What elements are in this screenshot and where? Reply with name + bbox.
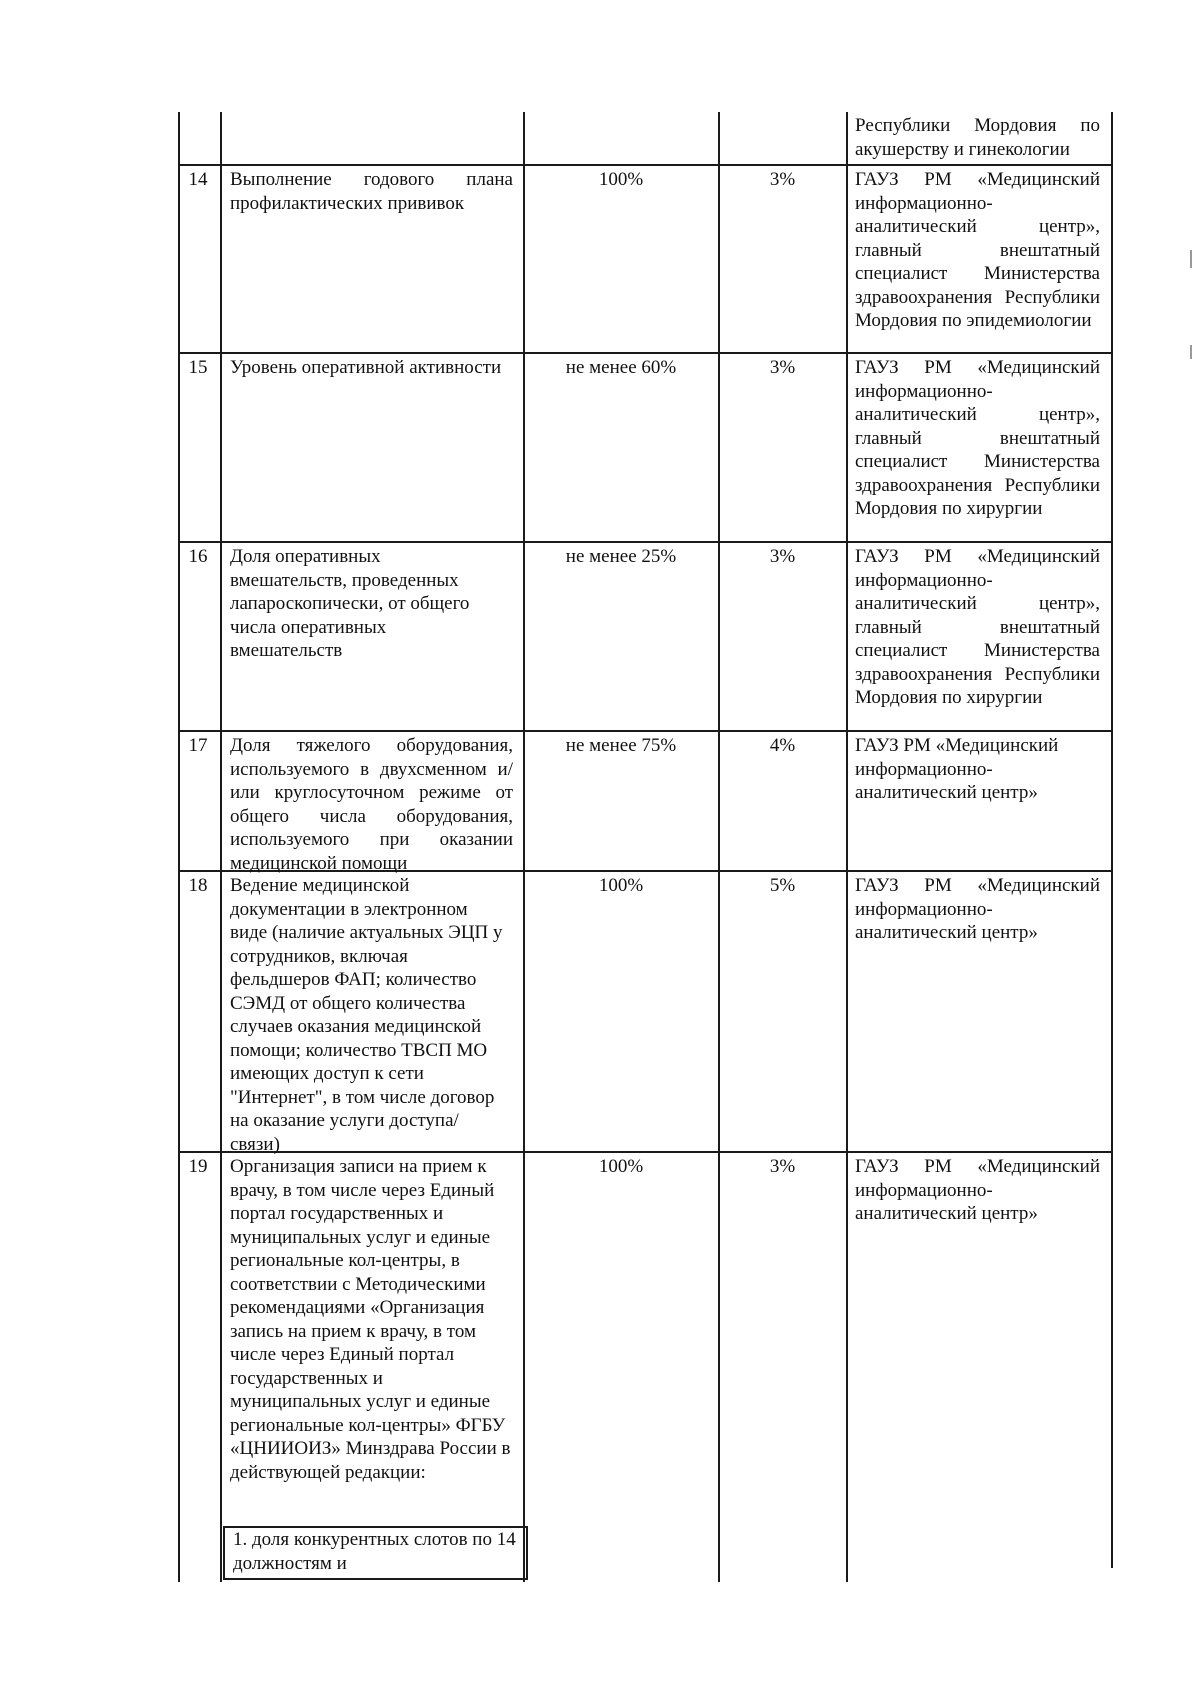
target-value: 100% [598,1156,644,1177]
continuation-responsible: Республики Мордовия по акушерству и гинекологии [855,115,1100,160]
target-value: не менее 25% [565,546,677,567]
row-number: 19 [188,1156,208,1177]
row-number: 17 [188,735,208,756]
row-separator [178,352,1113,354]
table-border-num [220,112,222,1582]
indicator-cell: Выполнение годового плана профилактических прививок [230,169,513,214]
indicator-cell: Доля оперативных вмешательств, проведенных лапароскопически, от общего числа оперативных вмешательств [230,546,470,661]
target-value: 100% [598,169,644,190]
table-border-left [178,112,180,1582]
responsible-cell: ГАУЗ РМ «Медицинский информационно-аналитический центр» [855,1156,1100,1224]
row-number: 18 [188,875,208,896]
weight-value: 3% [769,357,796,378]
table-border-right [1111,112,1113,1568]
scan-speck [1190,250,1192,268]
weight-value: 3% [769,1156,796,1177]
scan-speck [1190,345,1192,359]
table-border-weight [846,112,848,1582]
responsible-cell: ГАУЗ РМ «Медицинский информационно-аналитический центр» [855,875,1100,943]
indicator-cell: Уровень оперативной активности [230,357,502,378]
weight-value: 3% [769,169,796,190]
target-value: 100% [598,875,644,896]
target-value: не менее 60% [565,357,677,378]
indicator-cell: Доля тяжелого оборудования, используемого в двухсменном и/или круглосуточном режиме от общего числа оборудования, используемого при оказании медицинской помощи [230,735,513,874]
row-number: 15 [188,357,208,378]
indicator-cell: Организация записи на прием к врачу, в том числе через Единый портал государственных и муниципальных услуг и единые региональные кол-центры, в соответствии с Методическими рекомендациями «Организация запись на прием к врачу, в том числе через Единый портал государственных и муниципальных услуг и единые региональные кол-центры» ФГБУ «ЦНИИОИЗ» Минздрава России в действующей редакции: [230,1156,511,1483]
weight-value: 5% [769,875,796,896]
table-border-indicator [523,112,525,1582]
indicator-cell: Ведение медицинской документации в электронном виде (наличие актуальных ЭЦП у сотрудников, включая фельдшеров ФАП; количество СЭМД от общего количества случаев оказания медицинской помощи; количество ТВСП МО имеющих доступ к сети "Интернет", в том числе договор на оказание услуги доступа/связи) [230,875,503,1155]
row-number: 14 [188,169,208,190]
weight-value: 3% [769,546,796,567]
row-number: 16 [188,546,208,567]
responsible-cell: ГАУЗ РМ «Медицинский информационно-аналитический центр» [855,735,1059,803]
weight-value: 4% [769,735,796,756]
sub-item-text: 1. доля конкурентных слотов по 14 должностям и [233,1529,516,1574]
row-separator [178,164,1113,166]
responsible-cell: ГАУЗ РМ «Медицинский информационно-аналитический центр», главный внештатный специалист Министерства здравоохранения Республики Мордовия по хирургии [855,546,1100,708]
responsible-cell: ГАУЗ РМ «Медицинский информационно-аналитический центр», главный внештатный специалист Министерства здравоохранения Республики Мордовия по эпидемиологии [855,169,1100,331]
table-border-target [718,112,720,1582]
row-separator [178,541,1113,543]
target-value: не менее 75% [565,735,677,756]
row-separator [178,730,1113,732]
responsible-cell: ГАУЗ РМ «Медицинский информационно-аналитический центр», главный внештатный специалист Министерства здравоохранения Республики Мордовия по хирургии [855,357,1100,519]
